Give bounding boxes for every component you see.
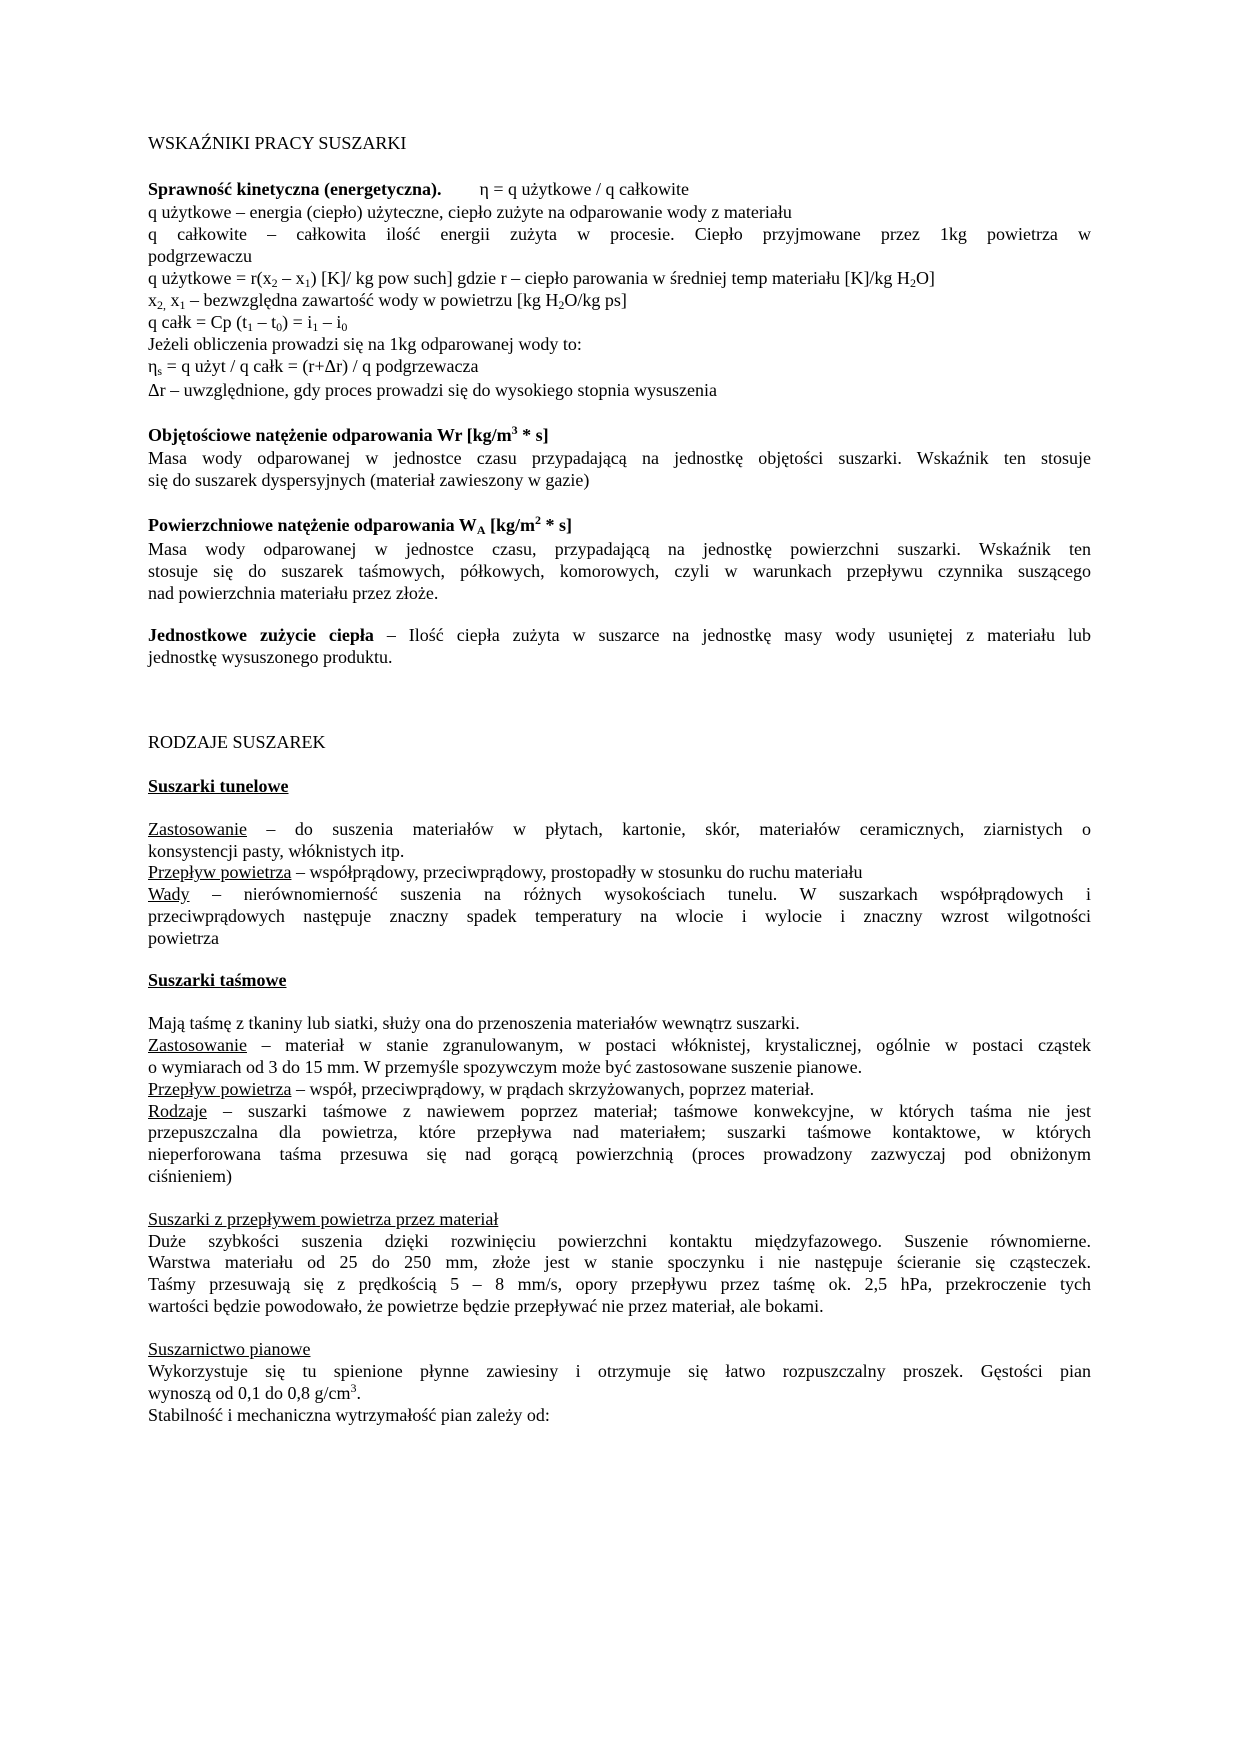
paragraph-line: Masa wody odparowanej w jednostce czasu przypadającą na jednostkę objętości suszarki. Wskaźnik ten stosuje	[148, 448, 1091, 468]
paragraph-line: Rodzaje – suszarki taśmowe z nawiewem poprzez materiał; taśmowe konwekcyjne, w których taśma nie jest	[148, 1101, 1091, 1121]
paragraph-line: ciśnieniem)	[148, 1166, 232, 1186]
kinetic-efficiency-heading: Sprawność kinetyczna (energetyczna).	[148, 179, 442, 199]
heat-consumption-line: Jednostkowe zużycie ciepła – Ilość ciepła zużyta w suszarce na jednostkę masy wody usuniętej z materiału lub	[148, 625, 1091, 645]
paragraph-line: konsystencji pasty, włóknistych itp.	[148, 841, 405, 861]
paragraph-line: powietrza	[148, 928, 219, 948]
paragraph-line: Przepływ powietrza – współprądowy, przeciwprądowy, prostopadły w stosunku do ruchu materiału	[148, 862, 863, 882]
surface-heading: Powierzchniowe natężenie odparowania $W_A$ $[kg/m^2 * s]$	[148, 513, 572, 537]
paragraph-line: Jeżeli obliczenia prowadzi się na 1kg odparowanej wody to:	[148, 334, 582, 354]
paragraph-line: przepuszczalna dla powietrza, które przepływa nad materiałem; suszarki taśmowe kontaktowe, w których	[148, 1122, 1091, 1142]
formula-line: $x_{2,}$ $x_1$ – bezwzględna zawartość wody w powietrzu [kg $H_2O/kg$ ps]	[148, 290, 627, 312]
paragraph-line: wartości będzie powodowało, że powietrze będzie przepływać nie przez materiał, ale bokami.	[148, 1296, 824, 1316]
formula-line: $\eta_s = q$ użyt / q całk = (r+Δr) / q podgrzewacza	[148, 356, 479, 378]
paragraph-line: podgrzewaczu	[148, 246, 252, 266]
paragraph-line: q całkowite – całkowita ilość energii zużyta w procesie. Ciepło przyjmowane przez 1kg powietrza w	[148, 224, 1091, 244]
heat-consumption-heading: Jednostkowe zużycie ciepła	[148, 625, 374, 645]
paragraph-line: q użytkowe – energia (ciepło) użyteczne, ciepło zużyte na odparowanie wody z materiału	[148, 202, 792, 222]
paragraph-line: Δr – uwzględnione, gdy proces prowadzi się do wysokiego stopnia wysuszenia	[148, 380, 717, 400]
paragraph-line: Taśmy przesuwają się z prędkością 5 – 8 mm/s, opory przepływu przez taśmę ok. 2,5 hPa, przekroczenie tych	[148, 1274, 1091, 1294]
subsection-heading: Suszarki taśmowe	[148, 970, 287, 990]
paragraph-line: Masa wody odparowanej w jednostce czasu, przypadającą na jednostkę powierzchni suszarki. Wskaźnik ten	[148, 539, 1091, 559]
paragraph-line: się do suszarek dyspersyjnych (materiał zawieszony w gazie)	[148, 470, 590, 490]
paragraph-line: Mają taśmę z tkaniny lub siatki, służy ona do przenoszenia materiałów wewnątrz suszarki.	[148, 1013, 800, 1033]
subsection-heading: Suszarki z przepływem powietrza przez materiał	[148, 1209, 499, 1229]
formula-line: q całk = Cp $(t_1 - t_0) = i_1 - i_0$	[148, 312, 348, 334]
section-title: WSKAŹNIKI PRACY SUSZARKI	[148, 133, 407, 153]
paragraph-line: Wykorzystuje się tu spienione płynne zawiesiny i otrzymuje się łatwo rozpuszczalny proszek. Gęstości pian	[148, 1361, 1091, 1381]
formula-line: q użytkowe = $r(x_2 - x_1)$ [K]/ kg pow such] gdzie r – ciepło parowania w średniej temp materiału [K]/kg $H_2O$]	[148, 268, 935, 290]
paragraph-line: Stabilność i mechaniczna wytrzymałość pian zależy od:	[148, 1405, 550, 1425]
paragraph-line: Warstwa materiału od 25 do 250 mm, złoże jest w stanie spoczynku i nie następuje ścieranie się cząsteczek.	[148, 1252, 1091, 1272]
paragraph-line: wynoszą od 0,1 do 0,8 $g/cm^3$.	[148, 1381, 361, 1403]
subsection-heading: Suszarnictwo pianowe	[148, 1339, 311, 1359]
paragraph-line: Wady – nierównomierność suszenia na różnych wysokościach tunelu. W suszarkach współprądowych i	[148, 884, 1091, 904]
paragraph-line: Przepływ powietrza – współ, przeciwprądowy, w prądach skrzyżowanych, poprzez materiał.	[148, 1079, 815, 1099]
kinetic-efficiency-heading-line	[148, 177, 1091, 201]
volumetric-heading: Objętościowe natężenie odparowania Wr $[kg/m^3 * s]$	[148, 423, 549, 445]
paragraph-line: Zastosowanie – do suszenia materiałów w płytach, kartonie, skór, materiałów ceramicznych, ziarnistych o	[148, 819, 1091, 839]
section-title: RODZAJE SUSZAREK	[148, 732, 326, 752]
subsection-heading: Suszarki tunelowe	[148, 776, 289, 796]
paragraph-line: nieperforowana taśma przesuwa się nad gorącą powierzchnią (proces prowadzony zazwyczaj pod obniżonym	[148, 1144, 1091, 1164]
paragraph-line: jednostkę wysuszonego produktu.	[148, 647, 393, 667]
paragraph-line: o wymiarach od 3 do 15 mm. W przemyśle spozywczym może być zastosowane suszenie pianowe.	[148, 1057, 863, 1077]
paragraph-line: Zastosowanie – materiał w stanie zgranulowanym, w postaci włóknistej, krystalicznej, ogólnie w postaci cząstek	[148, 1035, 1091, 1055]
paragraph-line: przeciwprądowych następuje znaczny spadek temperatury na wlocie i wylocie i znaczny wzrost wilgotności	[148, 906, 1091, 926]
paragraph-line: stosuje się do suszarek taśmowych, półkowych, komorowych, czyli w warunkach przepływu czynnika suszącego	[148, 561, 1091, 581]
paragraph-line: nad powierzchnia materiału przez złoże.	[148, 583, 439, 603]
paragraph-line: Duże szybkości suszenia dzięki rozwinięciu powierzchni kontaktu międzyfazowego. Suszenie równomierne.	[148, 1231, 1091, 1251]
efficiency-formula: η = q użytkowe / q całkowite	[479, 179, 689, 199]
